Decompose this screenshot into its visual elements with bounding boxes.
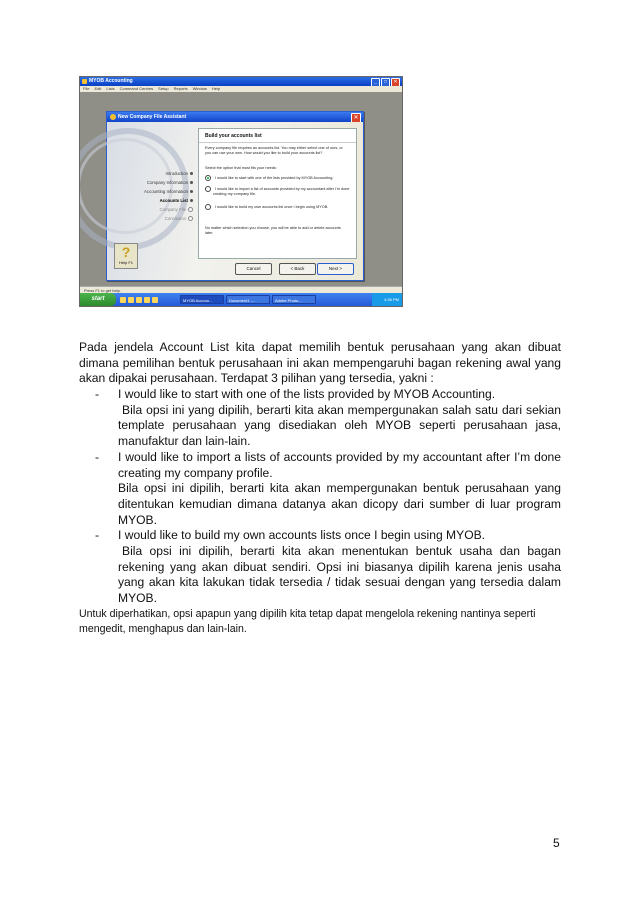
maximize-icon: □	[381, 78, 390, 87]
status-bar: Press F1 to get help.	[80, 286, 402, 294]
task-list	[180, 295, 316, 304]
radio-icon	[205, 186, 211, 192]
quick-launch-icon	[136, 297, 142, 303]
page-number: 5	[553, 836, 560, 850]
menu-help: Help	[211, 86, 221, 91]
list-description: Bila opsi ini dipilih, berarti kita akan mempergunakan bentuk perusahaan yang ditentukan kemudian dimana datanya akan dicopy dari sumber di luar program MYOB.	[118, 481, 561, 527]
task-photoshop: Adobe Photo...	[272, 295, 316, 304]
step-accounting-information: Accounting Information	[144, 187, 193, 196]
quick-launch-icon	[128, 297, 134, 303]
panel-note: No matter which selection you choose, you will be able to add or delete accounts later.	[205, 226, 341, 235]
option-label: I would like to start with one of the lists provided by MYOB Accounting.	[215, 176, 334, 180]
app-titlebar	[80, 77, 402, 86]
next-button: Next >	[317, 263, 354, 275]
wizard-steps	[144, 169, 193, 223]
menu-setup: Setup	[158, 86, 169, 91]
help-label: Help F1	[118, 260, 133, 265]
dialog-body	[107, 122, 363, 280]
option-list	[79, 387, 561, 607]
option-import-list	[205, 186, 351, 197]
menu-file: File	[83, 86, 90, 91]
step-accounts-list: Accounts List	[144, 196, 193, 205]
dialog-titlebar	[107, 112, 363, 122]
dialog-title: New Company File Assistant	[118, 114, 187, 120]
back-button: < Back	[279, 263, 316, 275]
menu-edit: Edit	[94, 86, 102, 91]
list-option-text: I would like to start with one of the lists provided by MYOB Accounting.	[118, 387, 496, 401]
panel-select-prompt: Select the option that most fits your needs:	[205, 166, 277, 170]
note-paragraph: Untuk diperhatikan, opsi apapun yang dipilih kita tetap dapat mengelola rekening nantinya seperti mengedit, menghapus dan lain-lain.	[79, 608, 536, 635]
start-button: start	[80, 293, 116, 306]
workspace	[80, 92, 402, 286]
panel-intro: Every company file requires an accounts list. You may either select one of ours, or you can use your own. How would you like to build your accounts list?	[205, 146, 343, 155]
menu-reports: Reports	[173, 86, 188, 91]
help-button	[114, 243, 138, 269]
app-title: MYOB Accounting	[89, 78, 133, 84]
option-build-own	[205, 204, 351, 210]
close-icon: ✕	[391, 78, 400, 87]
myob-app-icon	[82, 79, 87, 84]
task-document: Document1 -...	[226, 295, 270, 304]
step-company-file: Company File	[144, 205, 193, 214]
option-start-with-list	[205, 175, 351, 181]
assistant-icon	[110, 114, 116, 120]
list-item	[79, 528, 561, 607]
quick-launch	[120, 297, 158, 303]
panel-title: Build your accounts list	[205, 133, 262, 139]
radio-icon	[205, 204, 211, 210]
task-myob: MYOB Accoun...	[180, 295, 224, 304]
accounts-list-panel	[198, 128, 357, 259]
list-option-text: I would like to import a lists of accounts provided by my accountant after I’m done creating my company profile.	[118, 449, 561, 480]
taskbar	[80, 293, 402, 306]
system-tray-clock: 4:36 PM	[372, 293, 402, 306]
help-icon: ?	[121, 244, 131, 260]
menu-command-centres: Command Centres	[119, 86, 154, 91]
list-description: Bila opsi ini yang dipilih, berarti kita akan mempergunakan salah satu dari sekian template perusahaan yang disediakan oleh MYOB seperti perusahaan jasa, manufaktur dan lain-lain.	[118, 402, 561, 449]
panel-divider	[199, 142, 356, 143]
list-option-text: I would like to build my own accounts lists once I begin using MYOB.	[118, 528, 486, 543]
list-dash: -	[95, 387, 100, 401]
list-dash: -	[95, 528, 100, 543]
radio-selected-icon	[205, 175, 211, 181]
step-company-information: Company Information	[144, 178, 193, 187]
step-introduction: Introduction	[144, 169, 193, 178]
quick-launch-icon	[144, 297, 150, 303]
intro-paragraph: Pada jendela Account List kita dapat memilih bentuk perusahaan yang akan dibuat dimana pemilihan bentuk perusahaan ini akan mempengaruhi bagan rekening awal yang akan dipakai perusahaan. Terdapat 3 pilihan yang tersedia, yakni :	[79, 340, 561, 386]
list-item	[79, 387, 561, 450]
new-company-dialog	[106, 111, 364, 281]
quick-launch-icon	[120, 297, 126, 303]
myob-screenshot	[79, 76, 403, 307]
list-item	[79, 450, 561, 529]
list-description: Bila opsi ini dipilih, berarti kita akan menentukan bentuk usaha dan bagan rekening yang akan dibuat sendiri. Opsi ini biasanya dipilih karena jenis usaha yang akan kita lakukan tidak tersedia / tidak sesuai dengan yang tersedia dalam MYOB.	[118, 544, 561, 606]
dialog-close-icon: ✕	[351, 113, 361, 123]
option-label: I would like to build my own accounts list once I begin using MYOB.	[215, 205, 329, 209]
cancel-button: Cancel	[235, 263, 272, 275]
quick-launch-icon	[152, 297, 158, 303]
minimize-icon: _	[371, 78, 380, 87]
menu-lists: Lists	[106, 86, 115, 91]
option-label: I would like to import a list of accounts provided by my accountant after I'm done creating my company file.	[213, 187, 350, 196]
menu-window: Window	[192, 86, 207, 91]
step-conclusion: Conclusion	[144, 214, 193, 223]
list-dash: -	[95, 449, 100, 464]
